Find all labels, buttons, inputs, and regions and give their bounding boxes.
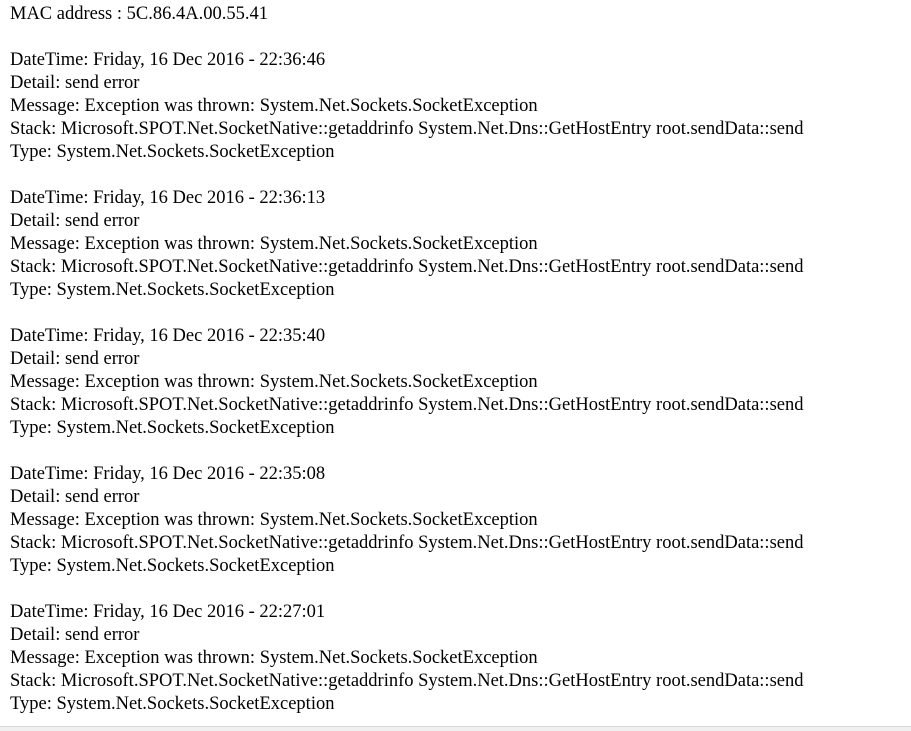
entry-detail: Detail: send error bbox=[10, 73, 140, 93]
entry-stack: Stack: Microsoft.SPOT.Net.SocketNative::getaddrinfo System.Net.Dns::GetHostEntry root.sendData::send bbox=[10, 119, 804, 139]
spacer bbox=[10, 302, 911, 325]
entry-message: Message: Exception was thrown: System.Net.Sockets.SocketException bbox=[10, 96, 538, 116]
entry-datetime: DateTime: Friday, 16 Dec 2016 - 22:36:13 bbox=[10, 188, 326, 208]
log-entry bbox=[10, 601, 911, 716]
log-entry bbox=[10, 463, 911, 578]
entry-datetime: DateTime: Friday, 16 Dec 2016 - 22:36:46 bbox=[10, 50, 326, 70]
entry-datetime: DateTime: Friday, 16 Dec 2016 - 22:35:08 bbox=[10, 464, 326, 484]
entry-message: Message: Exception was thrown: System.Net.Sockets.SocketException bbox=[10, 510, 538, 530]
entry-message: Message: Exception was thrown: System.Net.Sockets.SocketException bbox=[10, 372, 538, 392]
entry-type: Type: System.Net.Sockets.SocketException bbox=[10, 142, 335, 162]
entry-message: Message: Exception was thrown: System.Net.Sockets.SocketException bbox=[10, 234, 538, 254]
entry-detail: Detail: send error bbox=[10, 487, 140, 507]
entry-stack: Stack: Microsoft.SPOT.Net.SocketNative::getaddrinfo System.Net.Dns::GetHostEntry root.sendData::send bbox=[10, 533, 804, 553]
window-bottom-edge bbox=[0, 726, 911, 731]
entry-detail: Detail: send error bbox=[10, 211, 140, 231]
log-entry bbox=[10, 325, 911, 440]
entry-stack: Stack: Microsoft.SPOT.Net.SocketNative::getaddrinfo System.Net.Dns::GetHostEntry root.sendData::send bbox=[10, 395, 804, 415]
mac-address: MAC address : 5C.86.4A.00.55.41 bbox=[10, 4, 268, 24]
entry-stack: Stack: Microsoft.SPOT.Net.SocketNative::getaddrinfo System.Net.Dns::GetHostEntry root.sendData::send bbox=[10, 671, 804, 691]
entry-type: Type: System.Net.Sockets.SocketException bbox=[10, 556, 335, 576]
entry-detail: Detail: send error bbox=[10, 625, 140, 645]
entry-message: Message: Exception was thrown: System.Net.Sockets.SocketException bbox=[10, 648, 538, 668]
log-entry bbox=[10, 49, 911, 164]
entry-type: Type: System.Net.Sockets.SocketException bbox=[10, 280, 335, 300]
log-page bbox=[10, 3, 911, 716]
log-entry bbox=[10, 187, 911, 302]
spacer bbox=[10, 440, 911, 463]
spacer bbox=[10, 26, 911, 49]
entry-datetime: DateTime: Friday, 16 Dec 2016 - 22:27:01 bbox=[10, 602, 326, 622]
entry-detail: Detail: send error bbox=[10, 349, 140, 369]
spacer bbox=[10, 164, 911, 187]
entry-stack: Stack: Microsoft.SPOT.Net.SocketNative::getaddrinfo System.Net.Dns::GetHostEntry root.sendData::send bbox=[10, 257, 804, 277]
entry-type: Type: System.Net.Sockets.SocketException bbox=[10, 418, 335, 438]
entry-type: Type: System.Net.Sockets.SocketException bbox=[10, 694, 335, 714]
entry-datetime: DateTime: Friday, 16 Dec 2016 - 22:35:40 bbox=[10, 326, 326, 346]
spacer bbox=[10, 578, 911, 601]
